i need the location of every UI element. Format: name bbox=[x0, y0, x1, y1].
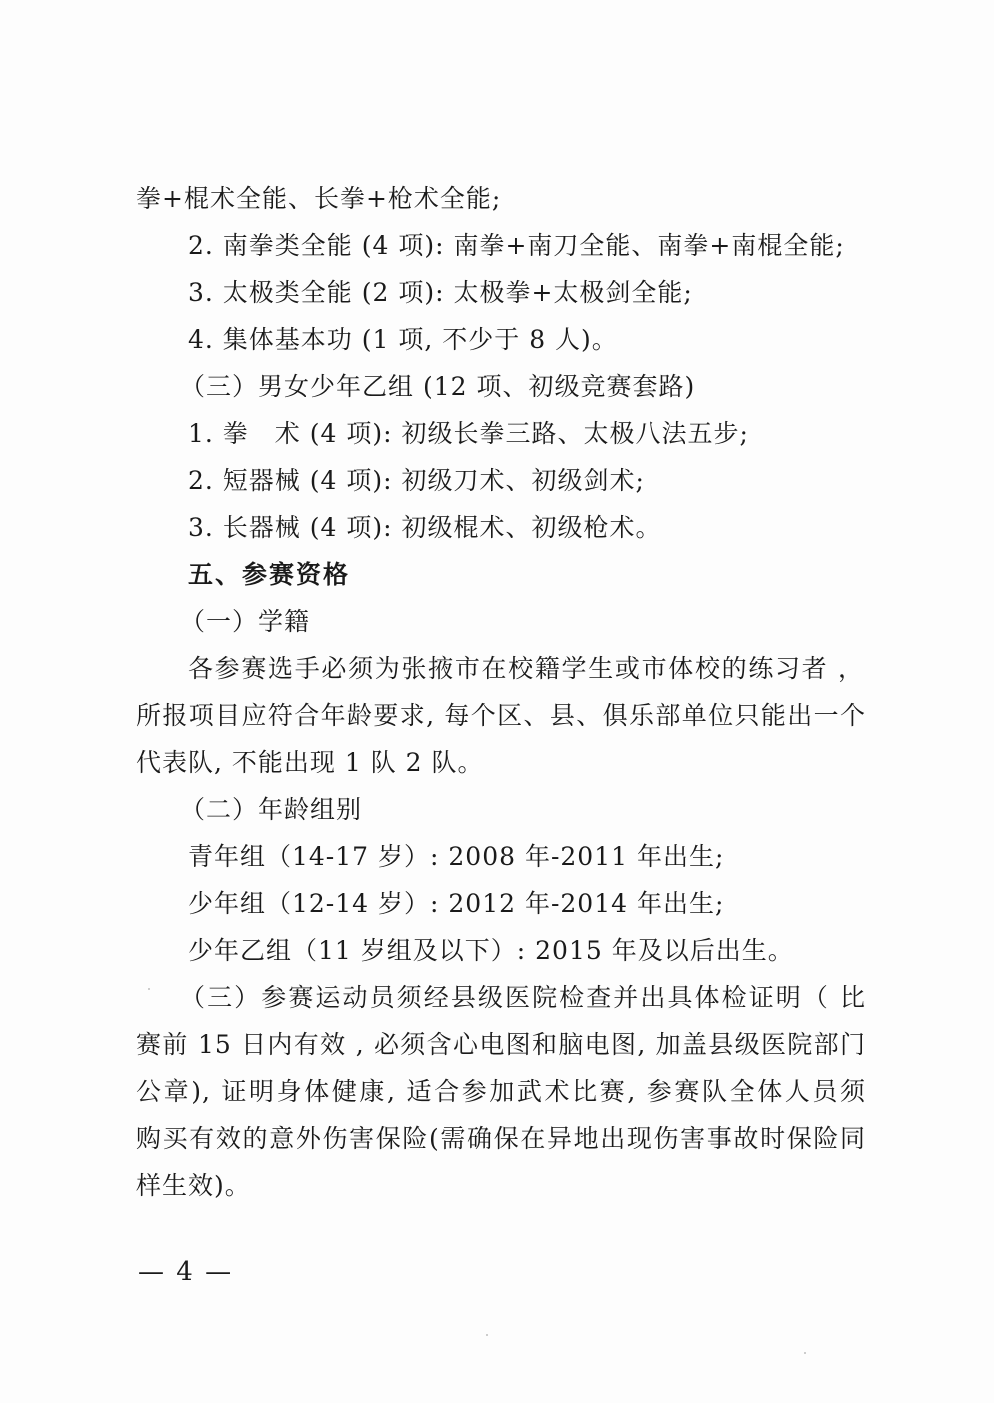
text-line-4: 4. 集体基本功 (1 项, 不少于 8 人)。 bbox=[188, 325, 618, 354]
section-heading-eligibility: 五、参赛资格 bbox=[188, 560, 351, 589]
subheading-age-groups: （二）年龄组别 bbox=[180, 795, 363, 824]
age-group-junior-b: 少年乙组（11 岁组及以下）: 2015 年及以后出生。 bbox=[188, 936, 794, 965]
text-line-1: 拳+棍术全能、长拳+枪术全能; bbox=[136, 184, 502, 213]
page-number: — 4 — bbox=[138, 1257, 234, 1287]
scan-speck bbox=[486, 1334, 488, 1336]
paragraph-enrollment-line-3: 代表队, 不能出现 1 队 2 队。 bbox=[136, 748, 484, 777]
paragraph-medical-line-5: 样生效)。 bbox=[136, 1171, 251, 1200]
paragraph-enrollment-line-1: 各参赛选手必须为张掖市在校籍学生或市体校的练习者 ， bbox=[188, 654, 864, 683]
text-line-2: 2. 南拳类全能 (4 项): 南拳+南刀全能、南拳+南棍全能; bbox=[188, 231, 845, 260]
text-line-8: 3. 长器械 (4 项): 初级棍术、初级枪术。 bbox=[188, 513, 662, 542]
age-group-youth: 青年组（14-17 岁）: 2008 年-2011 年出生; bbox=[188, 842, 725, 871]
subheading-group-3: （三）男女少年乙组 (12 项、初级竞赛套路) bbox=[180, 372, 696, 401]
paragraph-medical-line-1: （三）参赛运动员须经县级医院检查并出具体检证明（ 比 bbox=[180, 983, 866, 1012]
text-line-7: 2. 短器械 (4 项): 初级刀术、初级剑术; bbox=[188, 466, 645, 495]
paragraph-medical-line-2: 赛前 15 日内有效 , 必须含心电图和脑电图, 加盖县级医院部门 bbox=[136, 1030, 866, 1059]
subheading-enrollment: （一）学籍 bbox=[180, 607, 311, 636]
scan-speck bbox=[148, 988, 150, 990]
age-group-junior: 少年组（12-14 岁）: 2012 年-2014 年出生; bbox=[188, 889, 725, 918]
paragraph-medical-line-3: 公章), 证明身体健康, 适合参加武术比赛, 参赛队全体人员须 bbox=[136, 1077, 866, 1106]
text-line-3: 3. 太极类全能 (2 项): 太极拳+太极剑全能; bbox=[188, 278, 693, 307]
text-line-6: 1. 拳 术 (4 项): 初级长拳三路、太极八法五步; bbox=[188, 419, 749, 448]
paragraph-medical-line-4: 购买有效的意外伤害保险(需确保在异地出现伤害事故时保险同 bbox=[136, 1124, 866, 1153]
scan-speck bbox=[804, 1352, 806, 1354]
paragraph-enrollment-line-2: 所报项目应符合年龄要求, 每个区、县、俱乐部单位只能出一个 bbox=[136, 701, 866, 730]
